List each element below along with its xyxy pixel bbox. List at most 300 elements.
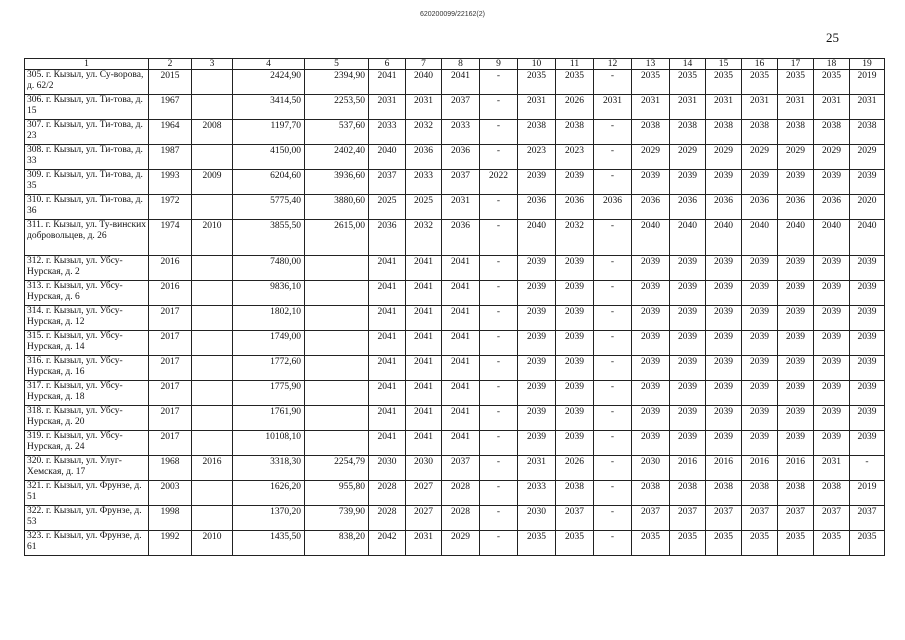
year-cell: 2039 [670, 431, 706, 456]
year-cell: 2017 [149, 381, 192, 406]
year-cell: 2041 [442, 281, 480, 306]
year-cell: 2033 [518, 481, 556, 506]
area-cell: 2253,50 [305, 95, 369, 120]
year-cell: 2039 [670, 331, 706, 356]
address-cell: 317. г. Кызыл, ул. Убсу-Нурская, д. 18 [25, 381, 149, 406]
column-header: 1 [25, 59, 149, 70]
year-cell: 2039 [670, 256, 706, 281]
year-cell: 2039 [778, 306, 814, 331]
year-cell: 2035 [814, 531, 850, 556]
year-cell: 2041 [369, 70, 406, 95]
year-cell: 2028 [369, 481, 406, 506]
area-cell: 6204,60 [233, 170, 305, 195]
year-cell: 2036 [706, 195, 742, 220]
year-cell: 2041 [369, 381, 406, 406]
area-cell: 1802,10 [233, 306, 305, 331]
year-cell: 2036 [442, 220, 480, 256]
year-cell: 2035 [706, 531, 742, 556]
column-header: 2 [149, 59, 192, 70]
area-cell: 955,80 [305, 481, 369, 506]
year-cell: 2036 [632, 195, 670, 220]
area-cell: 3936,60 [305, 170, 369, 195]
year-cell: - [480, 70, 518, 95]
column-header: 3 [192, 59, 233, 70]
area-cell: 9836,10 [233, 281, 305, 306]
year-cell: 2040 [742, 220, 778, 256]
year-cell: 2038 [670, 481, 706, 506]
year-cell: 2041 [406, 306, 442, 331]
year-cell: 2031 [632, 95, 670, 120]
year-cell: 1968 [149, 456, 192, 481]
year-cell: 2039 [706, 306, 742, 331]
year-cell: 2016 [192, 456, 233, 481]
year-cell: 1993 [149, 170, 192, 195]
table-row [25, 406, 885, 431]
year-cell: 2039 [814, 406, 850, 431]
address-cell: 316. г. Кызыл, ул. Убсу-Нурская, д. 16 [25, 356, 149, 381]
year-cell: 2029 [632, 145, 670, 170]
area-cell: 4150,00 [233, 145, 305, 170]
table-row [25, 431, 885, 456]
table-row [25, 506, 885, 531]
year-cell: 2039 [632, 381, 670, 406]
year-cell: 2041 [406, 331, 442, 356]
year-cell: 2039 [518, 356, 556, 381]
year-cell: 2036 [594, 195, 632, 220]
year-cell: 2033 [406, 170, 442, 195]
year-cell: 2039 [556, 281, 594, 306]
address-cell: 312. г. Кызыл, ул. Убсу-Нурская, д. 2 [25, 256, 149, 281]
year-cell: 2041 [442, 256, 480, 281]
area-cell [305, 281, 369, 306]
area-cell: 1370,20 [233, 506, 305, 531]
year-cell: 2040 [850, 220, 885, 256]
address-cell: 307. г. Кызыл, ул. Ти-това, д. 23 [25, 120, 149, 145]
year-cell: 2039 [850, 306, 885, 331]
year-cell: 2039 [742, 356, 778, 381]
year-cell: 2028 [442, 506, 480, 531]
address-cell: 313. г. Кызыл, ул. Убсу-Нурская, д. 6 [25, 281, 149, 306]
year-cell: 2038 [706, 120, 742, 145]
year-cell: 1998 [149, 506, 192, 531]
address-cell: 322. г. Кызыл, ул. Фрунзе, д. 53 [25, 506, 149, 531]
year-cell: 2039 [706, 356, 742, 381]
year-cell: 2027 [406, 481, 442, 506]
address-cell: 318. г. Кызыл, ул. Убсу-Нурская, д. 20 [25, 406, 149, 431]
year-cell: 2017 [149, 306, 192, 331]
year-cell: 2039 [706, 406, 742, 431]
year-cell: 2037 [442, 95, 480, 120]
year-cell: 2032 [406, 220, 442, 256]
year-cell: 2031 [706, 95, 742, 120]
column-header: 13 [632, 59, 670, 70]
year-cell: 2028 [442, 481, 480, 506]
document-id: 620200099/22162(2) [419, 11, 485, 18]
year-cell: 2039 [850, 331, 885, 356]
year-cell: 2039 [814, 256, 850, 281]
table-row [25, 256, 885, 281]
year-cell: 2036 [742, 195, 778, 220]
year-cell: 2031 [814, 95, 850, 120]
year-cell: 2016 [706, 456, 742, 481]
year-cell: - [594, 281, 632, 306]
year-cell: 2039 [518, 256, 556, 281]
area-cell [305, 306, 369, 331]
year-cell: 2039 [850, 406, 885, 431]
year-cell: 2035 [556, 531, 594, 556]
table-row [25, 170, 885, 195]
year-cell: 2041 [369, 431, 406, 456]
year-cell: 2035 [518, 531, 556, 556]
year-cell: 2039 [706, 256, 742, 281]
year-cell: 2035 [556, 70, 594, 95]
year-cell: - [594, 531, 632, 556]
column-header: 8 [442, 59, 480, 70]
year-cell: 2039 [670, 306, 706, 331]
year-cell: 2039 [706, 281, 742, 306]
year-cell: - [594, 506, 632, 531]
year-cell: 2017 [149, 356, 192, 381]
year-cell: 2010 [192, 220, 233, 256]
year-cell: 2031 [778, 95, 814, 120]
year-cell: 2040 [518, 220, 556, 256]
year-cell: 2039 [778, 431, 814, 456]
year-cell: 2039 [778, 331, 814, 356]
year-cell: 2028 [369, 506, 406, 531]
year-cell: 2039 [556, 306, 594, 331]
year-cell: - [480, 456, 518, 481]
year-cell: 2039 [518, 306, 556, 331]
year-cell: 2036 [814, 195, 850, 220]
year-cell: - [594, 456, 632, 481]
year-cell: 2031 [850, 95, 885, 120]
year-cell: 2041 [406, 356, 442, 381]
year-cell: 2030 [406, 456, 442, 481]
year-cell: 2038 [814, 120, 850, 145]
year-cell: 2038 [850, 120, 885, 145]
area-cell [305, 256, 369, 281]
year-cell: 2039 [742, 431, 778, 456]
year-cell: - [594, 431, 632, 456]
area-cell: 3880,60 [305, 195, 369, 220]
year-cell: 2033 [442, 120, 480, 145]
column-header: 19 [850, 59, 885, 70]
area-cell [305, 356, 369, 381]
year-cell: - [594, 145, 632, 170]
year-cell: 2025 [369, 195, 406, 220]
year-cell: - [480, 220, 518, 256]
year-cell: 2041 [369, 406, 406, 431]
year-cell: - [480, 531, 518, 556]
table-row [25, 120, 885, 145]
year-cell: 2041 [369, 256, 406, 281]
year-cell: 2016 [742, 456, 778, 481]
area-cell: 2394,90 [305, 70, 369, 95]
year-cell: 2038 [556, 481, 594, 506]
year-cell: 2041 [442, 431, 480, 456]
address-cell: 315. г. Кызыл, ул. Убсу-Нурская, д. 14 [25, 331, 149, 356]
year-cell [192, 195, 233, 220]
year-cell: 2035 [670, 531, 706, 556]
year-cell: 2039 [706, 331, 742, 356]
year-cell: 2039 [632, 356, 670, 381]
year-cell: 2029 [742, 145, 778, 170]
year-cell: 2031 [369, 95, 406, 120]
year-cell: 2039 [518, 406, 556, 431]
year-cell: - [480, 331, 518, 356]
year-cell: 2038 [814, 481, 850, 506]
address-cell: 305. г. Кызыл, ул. Су-ворова, д. 62/2 [25, 70, 149, 95]
year-cell: 2025 [406, 195, 442, 220]
year-cell: 2031 [670, 95, 706, 120]
year-cell: - [594, 70, 632, 95]
year-cell: 2037 [706, 506, 742, 531]
table-row [25, 195, 885, 220]
area-cell: 10108,10 [233, 431, 305, 456]
year-cell: 2039 [850, 431, 885, 456]
year-cell: 2010 [192, 531, 233, 556]
year-cell [192, 145, 233, 170]
year-cell: 2037 [632, 506, 670, 531]
year-cell: 2039 [814, 356, 850, 381]
year-cell [192, 70, 233, 95]
year-cell: 2039 [778, 281, 814, 306]
year-cell: 2037 [442, 170, 480, 195]
area-cell: 2615,00 [305, 220, 369, 256]
year-cell: 2039 [556, 331, 594, 356]
year-cell: 2039 [556, 256, 594, 281]
year-cell: 1972 [149, 195, 192, 220]
year-cell: 2041 [442, 356, 480, 381]
year-cell: 2039 [632, 281, 670, 306]
address-cell: 306. г. Кызыл, ул. Ти-това, д. 15 [25, 95, 149, 120]
year-cell: 2039 [670, 381, 706, 406]
year-cell: - [480, 145, 518, 170]
table-row [25, 145, 885, 170]
year-cell: 2039 [670, 281, 706, 306]
year-cell: 2041 [369, 306, 406, 331]
year-cell: 2039 [670, 406, 706, 431]
year-cell: 1974 [149, 220, 192, 256]
address-cell: 321. г. Кызыл, ул. Фрунзе, д. 51 [25, 481, 149, 506]
year-cell [192, 406, 233, 431]
year-cell: 2036 [518, 195, 556, 220]
table-row [25, 281, 885, 306]
year-cell: 2039 [632, 331, 670, 356]
year-cell [192, 481, 233, 506]
column-header: 5 [305, 59, 369, 70]
year-cell: 2041 [442, 331, 480, 356]
year-cell: 2003 [149, 481, 192, 506]
year-cell: 2039 [518, 170, 556, 195]
area-cell: 3855,50 [233, 220, 305, 256]
table-row [25, 306, 885, 331]
year-cell: 1987 [149, 145, 192, 170]
year-cell: 2040 [706, 220, 742, 256]
year-cell: - [480, 195, 518, 220]
year-cell: 2041 [369, 281, 406, 306]
column-header: 17 [778, 59, 814, 70]
year-cell: 2019 [850, 70, 885, 95]
year-cell: 2031 [406, 95, 442, 120]
year-cell: 2035 [632, 70, 670, 95]
area-cell: 1749,00 [233, 331, 305, 356]
area-cell: 3318,30 [233, 456, 305, 481]
year-cell: 2037 [850, 506, 885, 531]
year-cell: 2041 [442, 381, 480, 406]
year-cell: 2029 [778, 145, 814, 170]
year-cell: 2040 [632, 220, 670, 256]
year-cell: 2039 [742, 331, 778, 356]
year-cell: 2030 [518, 506, 556, 531]
year-cell: 2039 [518, 431, 556, 456]
year-cell [192, 256, 233, 281]
year-cell: 2039 [814, 170, 850, 195]
year-cell: 2041 [442, 306, 480, 331]
year-cell: 2031 [518, 456, 556, 481]
area-cell [305, 431, 369, 456]
year-cell: 2035 [670, 70, 706, 95]
year-cell: 2038 [778, 120, 814, 145]
year-cell: 2042 [369, 531, 406, 556]
year-cell: 2039 [742, 170, 778, 195]
year-cell: 2039 [670, 170, 706, 195]
year-cell: 2031 [406, 531, 442, 556]
area-cell: 1775,90 [233, 381, 305, 406]
year-cell: 2016 [149, 256, 192, 281]
year-cell: - [480, 281, 518, 306]
year-cell: 1992 [149, 531, 192, 556]
year-cell: 2041 [442, 70, 480, 95]
year-cell [192, 381, 233, 406]
area-cell: 5775,40 [233, 195, 305, 220]
column-header: 4 [233, 59, 305, 70]
year-cell: 2040 [670, 220, 706, 256]
year-cell: 2039 [556, 356, 594, 381]
year-cell: 2032 [556, 220, 594, 256]
year-cell: 2037 [556, 506, 594, 531]
year-cell: 2040 [406, 70, 442, 95]
table-row [25, 331, 885, 356]
year-cell [192, 431, 233, 456]
table-row [25, 456, 885, 481]
area-cell [305, 381, 369, 406]
year-cell: 2035 [778, 70, 814, 95]
area-cell [305, 331, 369, 356]
year-cell: - [594, 120, 632, 145]
year-cell: 2039 [706, 170, 742, 195]
column-header: 16 [742, 59, 778, 70]
year-cell: - [480, 406, 518, 431]
year-cell: 2039 [556, 170, 594, 195]
year-cell: 2035 [518, 70, 556, 95]
year-cell: 2039 [518, 381, 556, 406]
year-cell: 2039 [518, 331, 556, 356]
year-cell: 2037 [442, 456, 480, 481]
column-header: 14 [670, 59, 706, 70]
year-cell: - [480, 381, 518, 406]
year-cell: 2039 [814, 281, 850, 306]
area-cell: 537,60 [305, 120, 369, 145]
year-cell: 2009 [192, 170, 233, 195]
year-cell: 2039 [850, 281, 885, 306]
table-row [25, 95, 885, 120]
year-cell: 2041 [369, 356, 406, 381]
year-cell: 2039 [814, 381, 850, 406]
year-cell: - [594, 481, 632, 506]
year-cell: 2039 [850, 356, 885, 381]
year-cell: 2039 [706, 381, 742, 406]
area-cell: 1626,20 [233, 481, 305, 506]
year-cell: 2037 [369, 170, 406, 195]
year-cell: - [594, 406, 632, 431]
year-cell: 2039 [742, 256, 778, 281]
year-cell: 2036 [406, 145, 442, 170]
year-cell: 2039 [706, 431, 742, 456]
table-row [25, 381, 885, 406]
year-cell: 2035 [814, 70, 850, 95]
year-cell: - [594, 170, 632, 195]
year-cell: 2033 [369, 120, 406, 145]
area-cell: 2424,90 [233, 70, 305, 95]
year-cell: 2037 [814, 506, 850, 531]
column-header: 10 [518, 59, 556, 70]
year-cell: 2019 [850, 481, 885, 506]
housing-repair-table [24, 58, 885, 556]
year-cell: 2030 [632, 456, 670, 481]
year-cell: 2038 [670, 120, 706, 145]
area-cell: 2402,40 [305, 145, 369, 170]
year-cell: - [480, 256, 518, 281]
year-cell: 2038 [632, 120, 670, 145]
page-number: 25 [826, 30, 839, 45]
year-cell: - [594, 356, 632, 381]
address-cell: 310. г. Кызыл, ул. Ти-това, д. 36 [25, 195, 149, 220]
year-cell [192, 306, 233, 331]
year-cell: 2031 [594, 95, 632, 120]
year-cell: 2039 [632, 170, 670, 195]
area-cell: 1435,50 [233, 531, 305, 556]
table-row [25, 481, 885, 506]
year-cell: 2035 [742, 531, 778, 556]
area-cell: 1772,60 [233, 356, 305, 381]
year-cell: 2039 [742, 406, 778, 431]
year-cell: 2038 [742, 481, 778, 506]
year-cell: 2039 [556, 381, 594, 406]
year-cell: 2029 [670, 145, 706, 170]
year-cell: 2016 [149, 281, 192, 306]
year-cell: 2038 [778, 481, 814, 506]
year-cell: - [480, 431, 518, 456]
address-cell: 320. г. Кызыл, ул. Улуг-Хемская, д. 17 [25, 456, 149, 481]
year-cell: 2039 [742, 281, 778, 306]
year-cell: 2039 [778, 356, 814, 381]
area-cell: 2254,79 [305, 456, 369, 481]
address-cell: 309. г. Кызыл, ул. Ти-това, д. 35 [25, 170, 149, 195]
address-cell: 311. г. Кызыл, ул. Ту-винских добровольцев, д. 26 [25, 220, 149, 256]
address-cell: 308. г. Кызыл, ул. Ти-това, д. 33 [25, 145, 149, 170]
year-cell: 2026 [556, 456, 594, 481]
year-cell: 2035 [850, 531, 885, 556]
area-cell: 739,90 [305, 506, 369, 531]
column-number-row [25, 59, 885, 70]
year-cell: - [480, 120, 518, 145]
year-cell: 2040 [814, 220, 850, 256]
year-cell: 2036 [556, 195, 594, 220]
year-cell: - [480, 306, 518, 331]
year-cell: - [594, 381, 632, 406]
year-cell: 2039 [670, 356, 706, 381]
